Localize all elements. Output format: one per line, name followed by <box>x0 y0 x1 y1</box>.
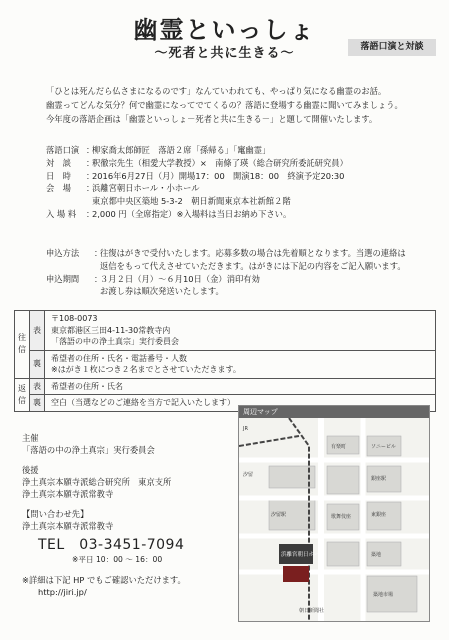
map-label-ginza: 銀座駅 <box>371 476 387 482</box>
map-label-tsukiji: 築地 <box>371 552 382 558</box>
ura-label: 裏 <box>30 395 45 412</box>
info-label: 落語口演 <box>46 145 80 155</box>
map-label-higashi-ginza: 東銀座 <box>371 512 387 518</box>
info-rakugo: 落語口演 ： 柳家喬太郎師匠 落語２席「孫帰る」「竃幽霊」 <box>46 145 271 155</box>
intro-text <box>46 84 416 126</box>
map-label-hall: 浜離宮朝日ホール <box>281 552 325 558</box>
cell-line: ※はがき１枚につき２名までとさせていただきます。 <box>51 365 241 374</box>
info-label: 入 場 料 <box>46 208 77 219</box>
info-nichiji: 日 時 ： 2016年6月27日（月）開場17：00 開演18：00 終演予定20:30 <box>46 170 345 181</box>
omote-label: 表 <box>30 311 45 351</box>
info-kaijo: 会 場 ： 浜離宮朝日ホール・小ホール <box>46 183 200 194</box>
apply-label: 申込期間 <box>46 273 80 284</box>
info-value: 釈徹宗先生（相愛大学教授）× 南條了瑛（総合研究所委託研究員） <box>92 157 348 168</box>
map-label-sony: ソニービル <box>371 444 396 450</box>
hp-note: ※詳細は下記 HP でもご確認いただけます。 <box>22 575 186 585</box>
info-value: 2,000 円（全席指定）※入場料は当日お納め下さい。 <box>92 208 292 219</box>
event-info <box>46 144 426 221</box>
cell-line: 希望者の住所・氏名・電話番号・人数 <box>51 353 187 363</box>
postcard-table <box>14 310 436 412</box>
map-label-kabuki: 歌舞伎座 <box>331 514 352 520</box>
info-value: 浜離宮朝日ホール・小ホール <box>92 183 200 194</box>
ofuku-ura-cell <box>45 350 436 378</box>
info-value: 2016年6月27日（月）開場17：00 開演18：00 終演予定20:30 <box>92 170 345 181</box>
ura-label: 裏 <box>30 350 45 378</box>
info-label: 対 談 <box>46 157 71 168</box>
page-subtitle: 〜死者と共に生きる〜 <box>154 46 295 61</box>
apply-method-cont: 返信をもって代えさせていただきます。はがきには下記の内容をご記入願います。 <box>100 260 406 271</box>
intro-line: 今年度の落語企画は「幽霊といっしょ－死者と共に生きる－」と題して開催いたします。 <box>46 114 378 124</box>
contact-info <box>22 432 222 598</box>
apply-value: 往復はがきで受付いたします。応募多数の場合は先着順となります。当選の連絡は <box>100 248 406 258</box>
page-title: 幽霊といっしょ <box>133 15 316 44</box>
map-label-station: 汐留駅 <box>271 512 287 518</box>
map-label-shiodome: 汐留 <box>243 472 254 478</box>
info-fee: 入 場 料 ： 2,000 円（全席指定）※入場料は当日お納め下さい。 <box>46 208 292 219</box>
omote-label: 表 <box>30 378 45 395</box>
henshin-omote-cell: 希望者の住所・氏名 <box>45 378 436 395</box>
map-drawing <box>239 406 429 621</box>
info-label: 日 時 <box>46 170 71 181</box>
cell-line: 東京都港区三田4-11-30常教寺内 <box>51 325 171 335</box>
apply-period-cont: お渡し券は順次発送いたします。 <box>100 286 224 297</box>
info-label: 会 場 <box>46 183 71 194</box>
hp-url[interactable]: http://jiri.jp/ <box>38 587 87 597</box>
area-map <box>238 405 430 622</box>
cell-line: 「落語の中の浄土真宗」実行委員会 <box>51 337 179 346</box>
toiawase: 浄土真宗本願寺派常教寺 <box>22 521 114 531</box>
info-value: 柳家喬太郎師匠 落語２席「孫帰る」「竃幽霊」 <box>92 145 271 155</box>
shusai-label: 主催 <box>22 433 39 443</box>
koen-line: 浄土真宗本願寺派常教寺 <box>22 489 114 499</box>
map-label-jr: JR <box>243 426 248 432</box>
apply-info <box>46 247 426 298</box>
shusai: 「落語の中の浄土真宗」実行委員会 <box>22 445 155 455</box>
koen-line: 浄土真宗本願寺派総合研究所 東京支所 <box>22 477 172 487</box>
map-label-asahi: 朝日新聞社 <box>299 608 325 614</box>
tel-hours: ※平日 10：00 ～ 16：00 <box>72 555 163 564</box>
apply-method: 申込方法 ： 往復はがきで受付いたします。応募多数の場合は先着順となります。当選の連絡は <box>46 248 406 258</box>
map-header: 周辺マップ <box>239 406 430 418</box>
intro-line: 幽霊ってどんな気分？何で幽霊になってでてくるの？落語に登場する幽霊に聞いてみましょう。 <box>46 100 403 110</box>
ofuku-omote-cell <box>45 311 436 351</box>
koen-label: 後援 <box>22 465 39 475</box>
apply-label: 申込方法 <box>46 248 80 258</box>
intro-line: 「ひとは死んだら仏さまになるのです」なんていわれても、やっぱり気になる幽霊のお話。 <box>46 86 387 96</box>
info-taidan: 対 談 ： 釈徹宗先生（相愛大学教授）× 南條了瑛（総合研究所委託研究員） <box>46 157 348 168</box>
info-address: 東京都中央区築地 5-3-2 朝日新聞東京本社新館２階 <box>92 196 291 207</box>
henshin-ura-cell: 空白（当選などのご連絡を当方で記入いたします） <box>45 395 436 412</box>
program-badge: 落語口演と対談 <box>348 39 436 56</box>
map-label-yurakucho: 有楽町 <box>331 444 347 450</box>
apply-period: 申込期間 ： ３月２日（月）～６月10日（金）消印有効 <box>46 273 260 284</box>
henshin-header: 返信 <box>15 378 30 411</box>
apply-value: ３月２日（月）～６月10日（金）消印有効 <box>100 273 260 284</box>
cell-line: 〒108-0073 <box>51 314 98 323</box>
toiawase-label: 【問い合わせ先】 <box>22 509 89 519</box>
tel-number: TEL 03-3451-7094 <box>38 537 185 553</box>
map-label-market: 築地市場 <box>373 592 394 598</box>
ofuku-header: 往信 <box>15 311 30 379</box>
